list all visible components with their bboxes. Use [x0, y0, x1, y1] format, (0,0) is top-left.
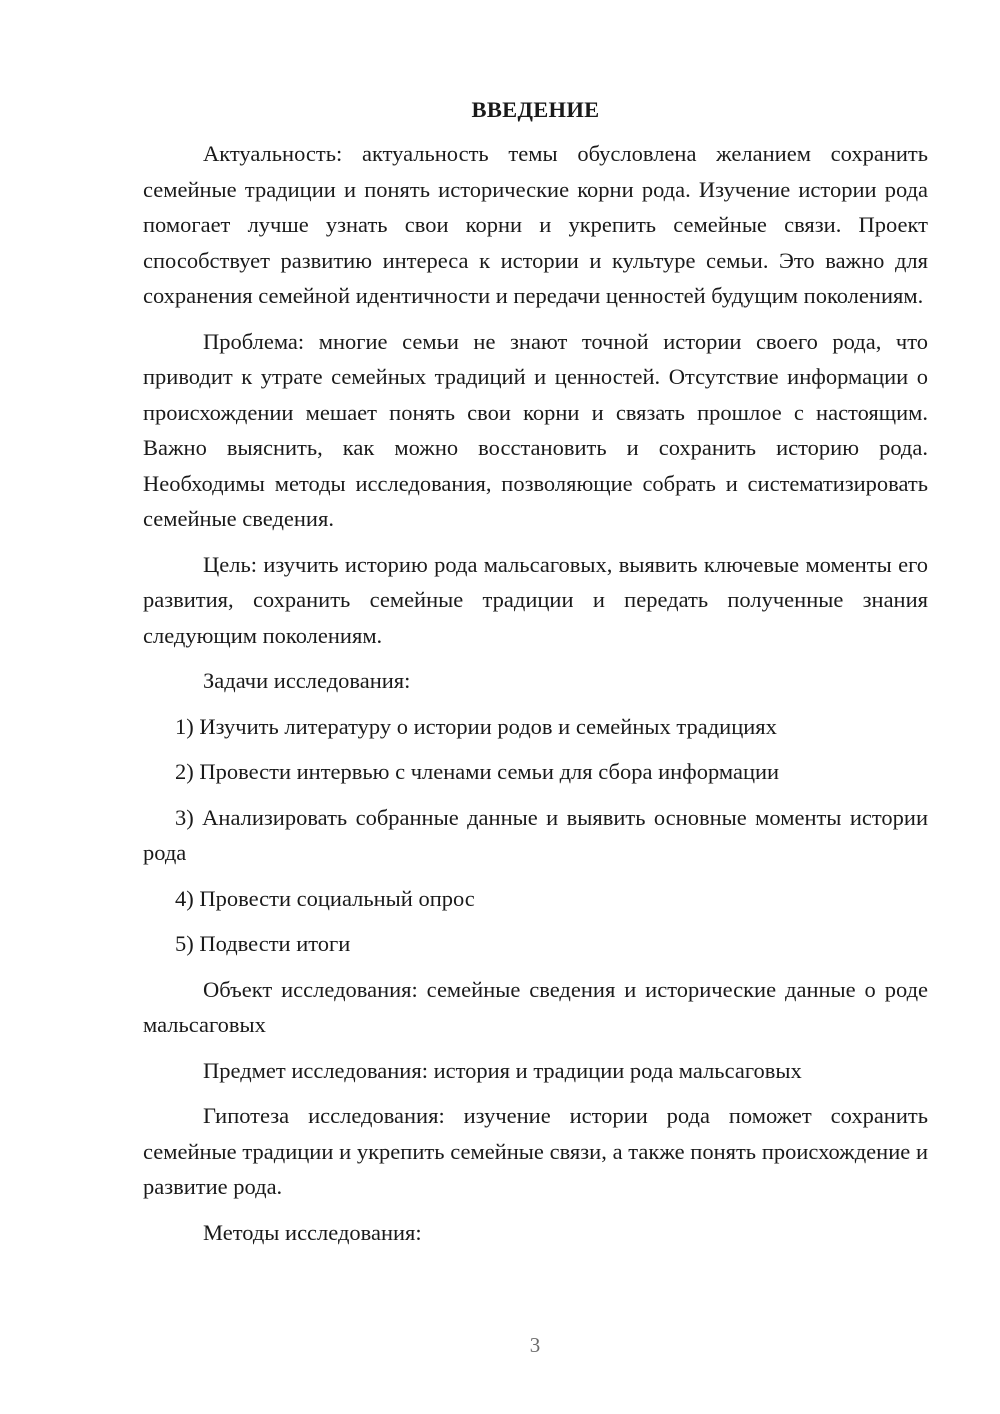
task-item-5: 5) Подвести итоги [175, 931, 351, 956]
task-item-1: 1) Изучить литературу о истории родов и семейных традициях [175, 713, 777, 739]
paragraph-relevance: Актуальность: актуальность темы обусловлена желанием сохранить семейные традиции и понять исторические корни рода. Изучение истории рода помогает лучше узнать свои корни и укрепить семейные связи. Проект способствует развитию интереса к истории и культуре семьи. Это важно для сохранения семейной идентичности и передачи ценностей будущим поколениям. [143, 141, 928, 308]
paragraph-hypothesis: Гипотеза исследования: изучение истории рода поможет сохранить семейные традиции и укрепить семейные связи, а также понять происхождение и развитие рода. [143, 1103, 928, 1199]
page-number: 3 [529, 1333, 541, 1357]
paragraph-subject: Предмет исследования: история и традиции рода мальсаговых [203, 1057, 802, 1083]
section-heading: ВВЕДЕНИЕ [471, 97, 600, 122]
task-item-4: 4) Провести социальный опрос [175, 885, 475, 911]
paragraph-goal: Цель: изучить историю рода мальсаговых, выявить ключевые моменты его развития, сохранить семейные традиции и передать полученные знания следующим поколениям. [143, 551, 928, 648]
paragraph-methods: Методы исследования: [203, 1219, 422, 1245]
task-item-2: 2) Провести интервью с членами семьи для сбора информации [175, 759, 780, 784]
paragraph-problem: Проблема: многие семьи не знают точной истории своего рода, что приводит к утрате семейных традиций и ценностей. Отсутствие информации о происхождении мешает понять свои корни и связать прошлое с настоящим. Важно выяснить, как можно восстановить и сохранить историю рода. Необходимы методы исследования, позволяющие собрать и систематизировать семейные сведения. [143, 328, 928, 531]
paragraph-tasks-title: Задачи исследования: [203, 668, 411, 693]
task-item-3: 3) Анализировать собранные данные и выявить основные моменты истории рода [143, 804, 928, 865]
paragraph-object: Объект исследования: семейные сведения и исторические данные о роде мальсаговых [143, 976, 928, 1037]
page-content [143, 94, 928, 1260]
